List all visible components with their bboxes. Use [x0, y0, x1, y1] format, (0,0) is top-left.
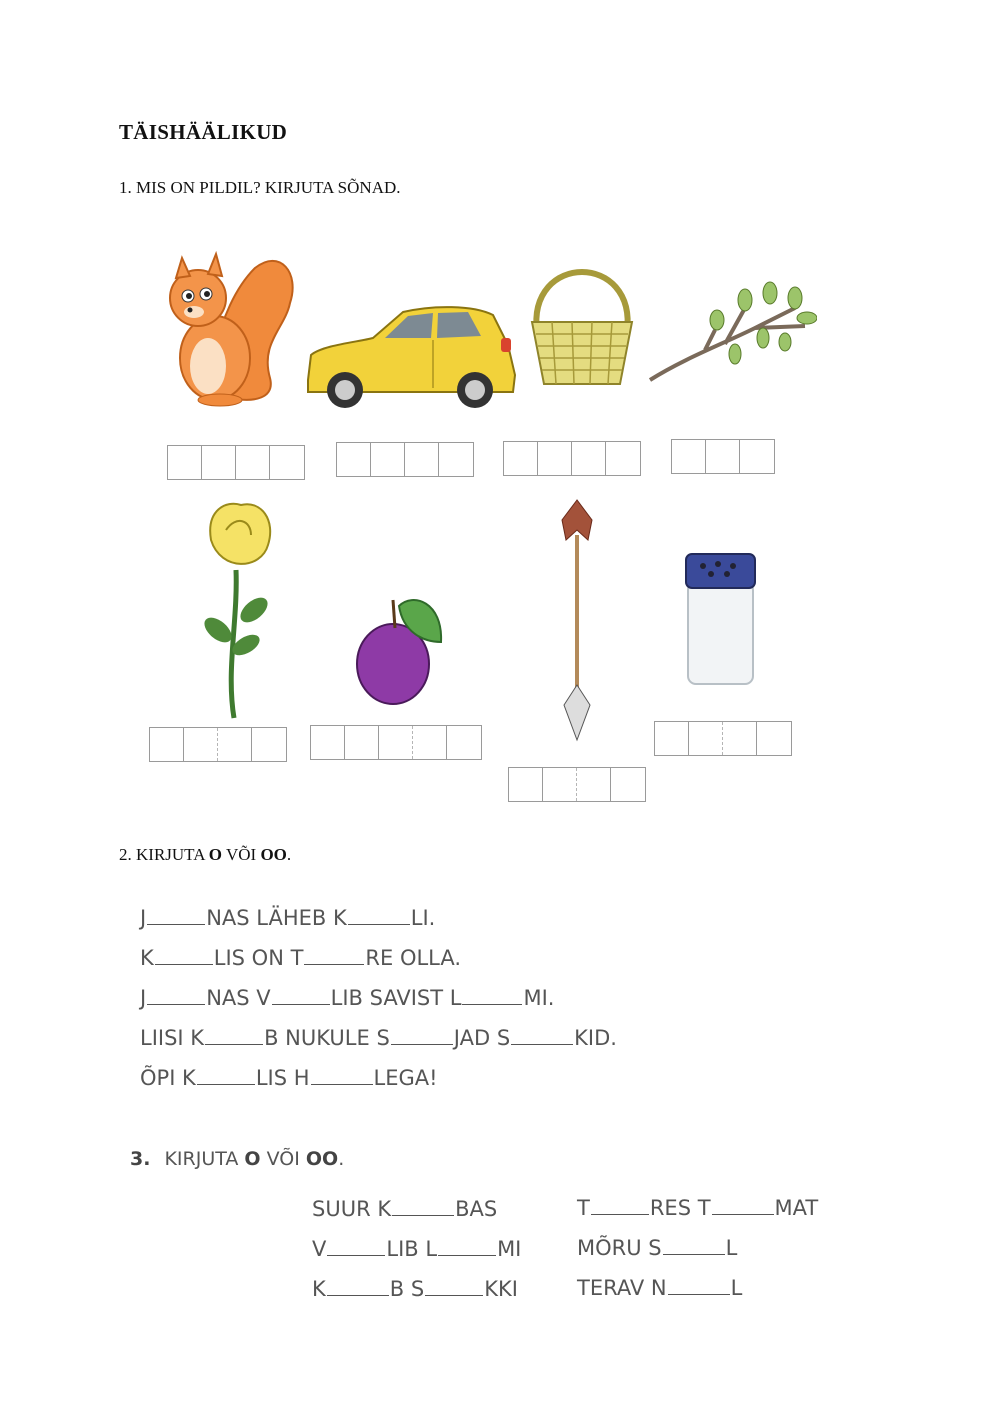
- answer-blank[interactable]: [348, 923, 410, 925]
- letter-box[interactable]: [168, 446, 202, 479]
- letter-box[interactable]: [184, 728, 218, 761]
- task-2-sentence-4: [140, 1026, 617, 1050]
- answer-blank[interactable]: [712, 1213, 774, 1215]
- letter-box[interactable]: [379, 726, 413, 759]
- letter-box[interactable]: [689, 722, 723, 755]
- text-segment: LI.: [410, 906, 436, 930]
- text-segment: LIISI K: [140, 1026, 205, 1050]
- text-segment: V: [312, 1237, 327, 1261]
- answer-blank[interactable]: [155, 963, 213, 965]
- answer-blank[interactable]: [205, 1043, 263, 1045]
- basket-icon: [522, 252, 642, 392]
- task-3-oo: OO: [305, 1148, 339, 1170]
- answer-blank[interactable]: [327, 1294, 389, 1296]
- text-segment: B NUKULE S: [264, 1026, 390, 1050]
- letter-box[interactable]: [655, 722, 689, 755]
- task-3-number: 3.: [130, 1148, 151, 1170]
- letter-box[interactable]: [270, 446, 304, 479]
- text-segment: NAS LÄHEB K: [206, 906, 347, 930]
- task-2-suffix: .: [286, 845, 292, 864]
- letter-box[interactable]: [611, 768, 645, 801]
- letter-box[interactable]: [311, 726, 345, 759]
- page-title: TÄISHÄÄLIKUD: [119, 120, 288, 144]
- text-segment: L: [730, 1276, 743, 1300]
- text-segment: K: [312, 1277, 326, 1301]
- letter-box[interactable]: [202, 446, 236, 479]
- task-2-mid: VÕI: [222, 845, 261, 864]
- letter-box[interactable]: [252, 728, 286, 761]
- task-3-left-3: [312, 1277, 518, 1301]
- text-segment: LIS H: [255, 1066, 310, 1090]
- letter-box[interactable]: [757, 722, 791, 755]
- answer-boxes-salt[interactable]: [654, 721, 792, 756]
- letter-box[interactable]: [337, 443, 371, 476]
- letter-box[interactable]: [218, 728, 252, 761]
- answer-blank[interactable]: [511, 1043, 573, 1045]
- text-segment: B S: [389, 1277, 425, 1301]
- text-segment: T: [577, 1196, 590, 1220]
- letter-box[interactable]: [371, 443, 405, 476]
- answer-blank[interactable]: [591, 1213, 649, 1215]
- answer-blank[interactable]: [663, 1253, 725, 1255]
- car-icon: [303, 300, 518, 410]
- task-3-right-1: [577, 1196, 818, 1220]
- answer-blank[interactable]: [311, 1083, 373, 1085]
- answer-boxes-basket[interactable]: [503, 441, 641, 476]
- letter-box[interactable]: [572, 442, 606, 475]
- text-segment: MÕRU S: [577, 1236, 662, 1260]
- answer-blank[interactable]: [197, 1083, 255, 1085]
- letter-box[interactable]: [504, 442, 538, 475]
- task-3-left-2: [312, 1237, 521, 1261]
- text-segment: LIS ON T: [213, 946, 304, 970]
- answer-blank[interactable]: [327, 1254, 385, 1256]
- letter-box[interactable]: [723, 722, 757, 755]
- text-segment: J: [140, 906, 147, 930]
- task-1-instruction: 1. MIS ON PILDIL? KIRJUTA SÕNAD.: [119, 178, 401, 197]
- text-segment: RE OLLA.: [365, 946, 462, 970]
- text-segment: TERAV N: [577, 1276, 667, 1300]
- text-segment: MI: [497, 1237, 522, 1261]
- task-3-mid: VÕI: [260, 1148, 306, 1170]
- task-2-prefix: 2. KIRJUTA: [119, 845, 209, 864]
- letter-box[interactable]: [577, 768, 611, 801]
- answer-boxes-arrow[interactable]: [508, 767, 646, 802]
- letter-box[interactable]: [405, 443, 439, 476]
- text-segment: LIB L: [386, 1237, 438, 1261]
- answer-blank[interactable]: [272, 1003, 330, 1005]
- text-segment: LIB SAVIST L: [330, 986, 462, 1010]
- letter-box[interactable]: [538, 442, 572, 475]
- task-3-suffix: .: [338, 1148, 345, 1170]
- squirrel-icon: [160, 248, 300, 410]
- answer-blank[interactable]: [391, 1043, 453, 1045]
- task-2-instruction: [119, 845, 291, 865]
- text-segment: KID.: [574, 1026, 617, 1050]
- branch-icon: [645, 278, 817, 386]
- letter-box[interactable]: [447, 726, 481, 759]
- salt-jar-icon: [683, 552, 758, 687]
- answer-blank[interactable]: [668, 1293, 730, 1295]
- text-segment: KKI: [484, 1277, 518, 1301]
- task-3-instruction: [130, 1148, 344, 1170]
- text-segment: K: [140, 946, 154, 970]
- task-3-prefix: KIRJUTA: [164, 1148, 245, 1170]
- text-segment: RES T: [649, 1196, 711, 1220]
- text-segment: J: [140, 986, 147, 1010]
- letter-box[interactable]: [413, 726, 447, 759]
- answer-boxes-plum[interactable]: [310, 725, 482, 760]
- answer-boxes-squirrel[interactable]: [167, 445, 305, 480]
- plum-icon: [353, 592, 445, 708]
- task-2-sentence-5: [140, 1066, 438, 1090]
- text-segment: BAS: [455, 1197, 498, 1221]
- letter-box[interactable]: [606, 442, 640, 475]
- answer-boxes-rose[interactable]: [149, 727, 287, 762]
- task-2-sentence-1: [140, 906, 435, 930]
- letter-box[interactable]: [236, 446, 270, 479]
- answer-blank[interactable]: [304, 963, 364, 965]
- task-2-oo: OO: [260, 845, 287, 864]
- text-segment: ÕPI K: [140, 1066, 196, 1090]
- letter-box[interactable]: [509, 768, 543, 801]
- task-3-right-2: [577, 1236, 737, 1260]
- task-2-sentence-2: [140, 946, 461, 970]
- text-segment: LEGA!: [373, 1066, 438, 1090]
- text-segment: JAD S: [453, 1026, 511, 1050]
- answer-blank[interactable]: [425, 1294, 483, 1296]
- letter-box[interactable]: [345, 726, 379, 759]
- text-segment: L: [725, 1236, 738, 1260]
- task-2-o: O: [208, 845, 223, 864]
- letter-box[interactable]: [150, 728, 184, 761]
- task-3-right-3: [577, 1276, 742, 1300]
- task-3-o: O: [244, 1148, 261, 1170]
- letter-box[interactable]: [543, 768, 577, 801]
- letter-box[interactable]: [740, 440, 774, 473]
- letter-box[interactable]: [672, 440, 706, 473]
- answer-blank[interactable]: [147, 923, 205, 925]
- answer-blank[interactable]: [462, 1003, 522, 1005]
- answer-boxes-branch[interactable]: [671, 439, 775, 474]
- text-segment: NAS V: [206, 986, 271, 1010]
- arrow-icon: [552, 495, 602, 743]
- text-segment: MAT: [774, 1196, 819, 1220]
- text-segment: MI.: [523, 986, 555, 1010]
- answer-blank[interactable]: [392, 1214, 454, 1216]
- letter-box[interactable]: [439, 443, 473, 476]
- answer-blank[interactable]: [147, 1003, 205, 1005]
- text-segment: SUUR K: [312, 1197, 392, 1221]
- task-2-sentence-3: [140, 986, 554, 1010]
- answer-boxes-car[interactable]: [336, 442, 474, 477]
- rose-icon: [196, 500, 281, 722]
- task-3-left-1: [312, 1197, 497, 1221]
- letter-box[interactable]: [706, 440, 740, 473]
- answer-blank[interactable]: [438, 1254, 496, 1256]
